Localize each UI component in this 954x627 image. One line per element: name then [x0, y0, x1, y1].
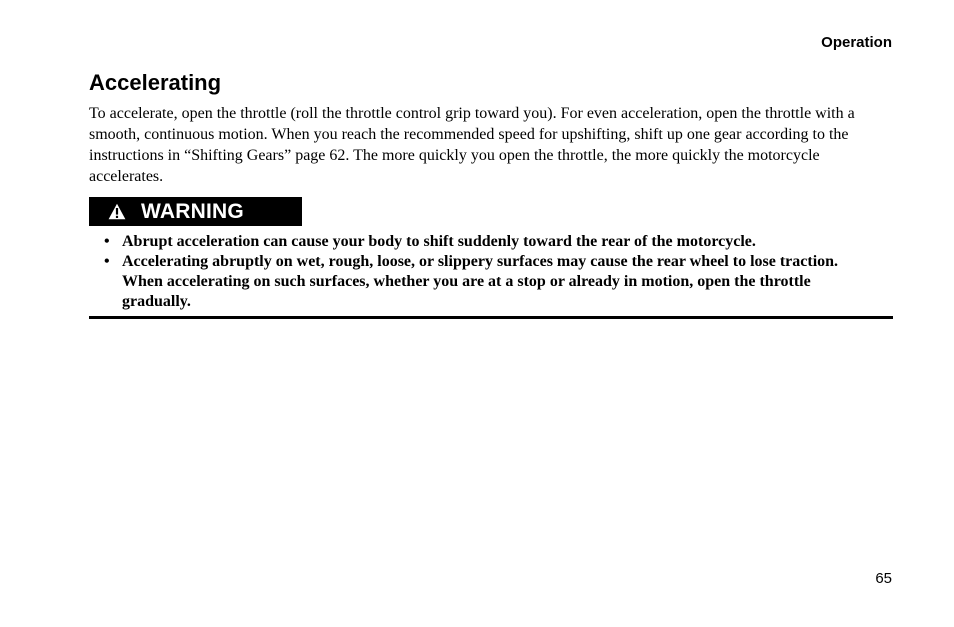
- list-item: [89, 232, 879, 252]
- bullet: •: [104, 233, 110, 250]
- running-header: Operation: [821, 34, 892, 51]
- warning-item-text: Abrupt acceleration can cause your body to shift suddenly toward the rear of the motorcycle.: [122, 233, 756, 250]
- section-title: Accelerating: [89, 70, 222, 95]
- warning-triangle-icon: [108, 203, 126, 220]
- section-divider: [89, 316, 893, 319]
- warning-list: [89, 232, 879, 312]
- bullet: •: [104, 253, 110, 270]
- list-item: [89, 252, 879, 312]
- warning-label: WARNING: [141, 199, 244, 223]
- warning-item-text: Accelerating abruptly on wet, rough, loose, or slippery surfaces may cause the rear wheel to lose traction. When accelerating on such surfaces, whether you are at a stop or already in motion, open the throttle gradually.: [122, 253, 839, 310]
- warning-banner: [89, 197, 302, 226]
- body-paragraph: To accelerate, open the throttle (roll the throttle control grip toward you). For even acceleration, open the throttle with a smooth, continuous motion. When you reach the recommended speed for upshifting, shift up one gear according to the instructions in “Shifting Gears” page 62. The more quickly you open the throttle, the more quickly the motorcycle accelerates.: [89, 105, 855, 185]
- page-number: 65: [875, 570, 892, 587]
